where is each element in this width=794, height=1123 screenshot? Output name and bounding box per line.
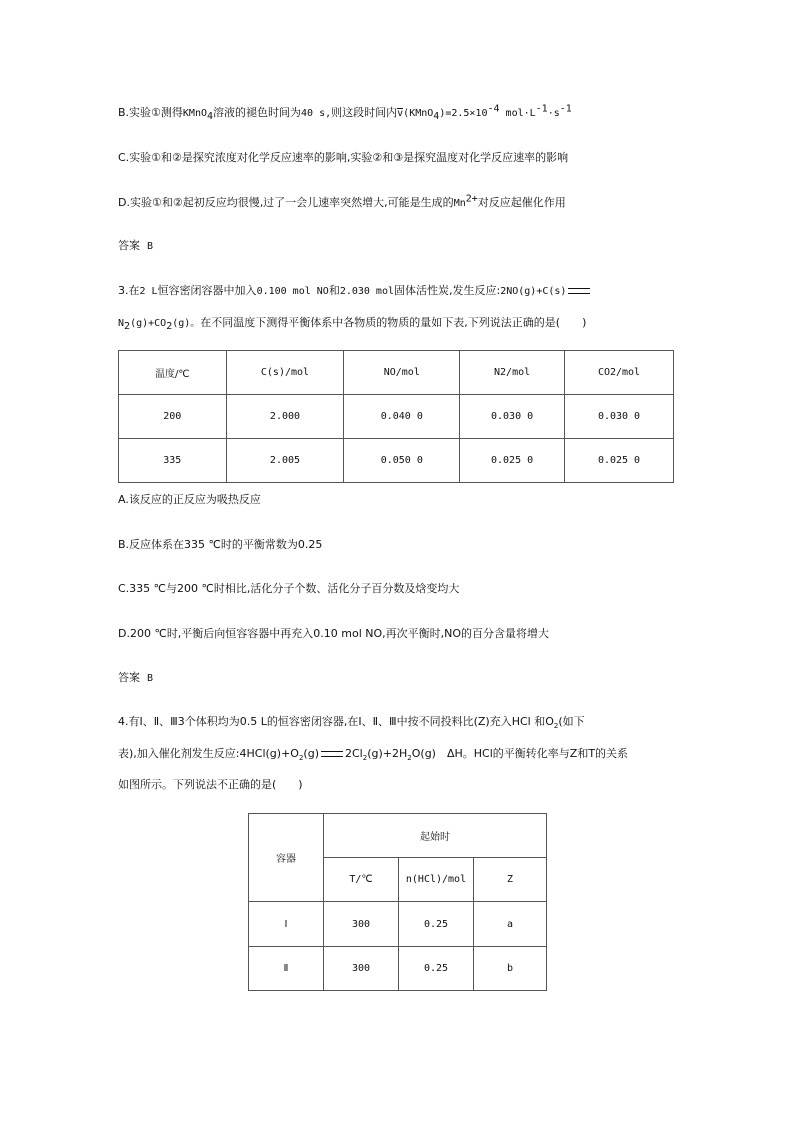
text: 4 [433, 111, 440, 123]
text: 4 [207, 111, 214, 123]
answer-label: 答案 [118, 671, 140, 684]
question-4-line-2 [118, 746, 628, 762]
text: (KMnO [403, 108, 434, 119]
text: 固体活性炭,发生反应: [394, 284, 501, 297]
table-header-cell: T/℃ [324, 858, 399, 902]
text: -4 [487, 103, 500, 115]
text: (g) [303, 747, 319, 760]
table-cell: 200 [119, 395, 227, 439]
question-4-line-1 [118, 714, 585, 730]
q3-option-b: B.反应体系在335 ℃时的平衡常数为0.25 [118, 538, 323, 551]
text: -1 [535, 103, 548, 115]
table-cell: 2.005 [226, 439, 344, 483]
container-table [248, 813, 547, 991]
option-c-experiment: C.实验①和②是探究浓度对化学反应速率的影响,实验②和③是探究温度对化学反应速率的影响 [118, 151, 569, 164]
table-cell: 300 [324, 947, 399, 991]
text: O(g) ΔH。HCl的平衡转化率与Z和T的关系 [411, 747, 629, 760]
text: -1 [559, 103, 572, 115]
text: 2 [124, 321, 131, 333]
table-header-cell: NO/mol [344, 351, 460, 395]
text: 2 [362, 754, 368, 763]
answer-label: 答案 [118, 239, 140, 252]
table-header-cell: 起始时 [324, 814, 547, 858]
text: 4.有Ⅰ、Ⅱ、Ⅲ3个体积均为0.5 L的恒容密闭容器,在Ⅰ、Ⅱ、Ⅲ中按不同投料比(Z)充入HCl 和O [118, 715, 554, 728]
table-cell: 0.030 0 [460, 395, 565, 439]
table-cell: 0.025 0 [565, 439, 674, 483]
text: 2Cl [345, 747, 363, 760]
equilibrium-sign [321, 751, 343, 757]
text: B.实验①测得 [118, 106, 183, 119]
text: D.实验①和②起初反应均很慢,过了一会儿速率突然增大,可能是生成的 [118, 196, 454, 209]
option-b-experiment [118, 105, 572, 122]
table-row [119, 439, 674, 483]
table-cell: 0.050 0 [344, 439, 460, 483]
table-header-cell: 容器 [249, 814, 324, 902]
table-row [249, 902, 547, 947]
answer-value: B [147, 673, 154, 684]
text: Mn [453, 198, 466, 209]
text: (如下 [558, 715, 585, 728]
text: 2+ [465, 193, 478, 205]
table-header-cell: 温度/℃ [119, 351, 227, 395]
question-4-line-3: 如图所示。下列说法不正确的是( ) [118, 778, 303, 791]
table-cell: Ⅰ [249, 902, 324, 947]
text: 2 L [139, 286, 158, 297]
table-header-row [119, 351, 674, 395]
text: (g)+2H [367, 747, 408, 760]
table-header-cell: CO2/mol [565, 351, 674, 395]
text: (g)+CO [130, 318, 167, 329]
table-header-cell: Z [474, 858, 547, 902]
answer-1 [118, 238, 153, 255]
text: mol·L [499, 108, 536, 119]
text: N [118, 318, 125, 329]
text: 2NO(g)+C(s) [500, 286, 567, 297]
text: 则这段时间内 [331, 106, 398, 119]
table-header-cell: C(s)/mol [226, 351, 344, 395]
table-cell: Ⅱ [249, 947, 324, 991]
q3-option-c: C.335 ℃与200 ℃时相比,活化分子个数、活化分子百分数及焓变均大 [118, 582, 460, 595]
text: 和 [328, 284, 340, 297]
table-header-cell: n(HCl)/mol [399, 858, 474, 902]
option-d-experiment [118, 195, 566, 212]
text: 2 [407, 754, 412, 763]
equilibrium-sign [568, 288, 590, 294]
text: 2 [553, 722, 559, 731]
table-cell: 300 [324, 902, 399, 947]
answer-2 [118, 670, 153, 687]
table-cell: a [474, 902, 547, 947]
text: 在不同温度下测得平衡体系中各物质的物质的量如下表,下列说法正确的是( ) [200, 316, 587, 329]
table-row [249, 947, 547, 991]
text: 2.030 mol [339, 286, 394, 297]
table-cell: 0.030 0 [565, 395, 674, 439]
text: (g)。 [172, 318, 201, 329]
table-cell: b [474, 947, 547, 991]
text: 表),加入催化剂发生反应:4HCl(g)+O [118, 747, 299, 760]
table-header-row [249, 814, 547, 858]
answer-value: B [147, 241, 154, 252]
text: 恒容密闭容器中加入 [157, 284, 257, 297]
text: 溶液的褪色时间为 [213, 106, 302, 119]
table-cell: 0.25 [399, 902, 474, 947]
text: )=2.5×10 [439, 108, 488, 119]
equilibrium-table [118, 350, 674, 483]
text: 3.在 [118, 284, 140, 297]
table-cell: 0.040 0 [344, 395, 460, 439]
table-cell: 0.025 0 [460, 439, 565, 483]
question-3-line-1 [118, 283, 592, 300]
text: KMnO [182, 108, 207, 119]
text: 2 [298, 754, 304, 763]
question-3-line-2 [118, 315, 586, 332]
text: 2 [166, 321, 173, 333]
table-cell: 335 [119, 439, 227, 483]
table-row [119, 395, 674, 439]
q3-option-d: D.200 ℃时,平衡后向恒容容器中再充入0.10 mol NO,再次平衡时,NO的百分含量将增大 [118, 627, 550, 640]
text: v [397, 108, 404, 119]
table-cell: 0.25 [399, 947, 474, 991]
table-cell: 2.000 [226, 395, 344, 439]
table-header-cell: N2/mol [460, 351, 565, 395]
text: 对反应起催化作用 [477, 196, 566, 209]
q3-option-a: A.该反应的正反应为吸热反应 [118, 493, 261, 506]
text: 40 s, [301, 108, 332, 119]
text: 0.100 mol NO [256, 286, 329, 297]
text: ·s [547, 108, 560, 119]
